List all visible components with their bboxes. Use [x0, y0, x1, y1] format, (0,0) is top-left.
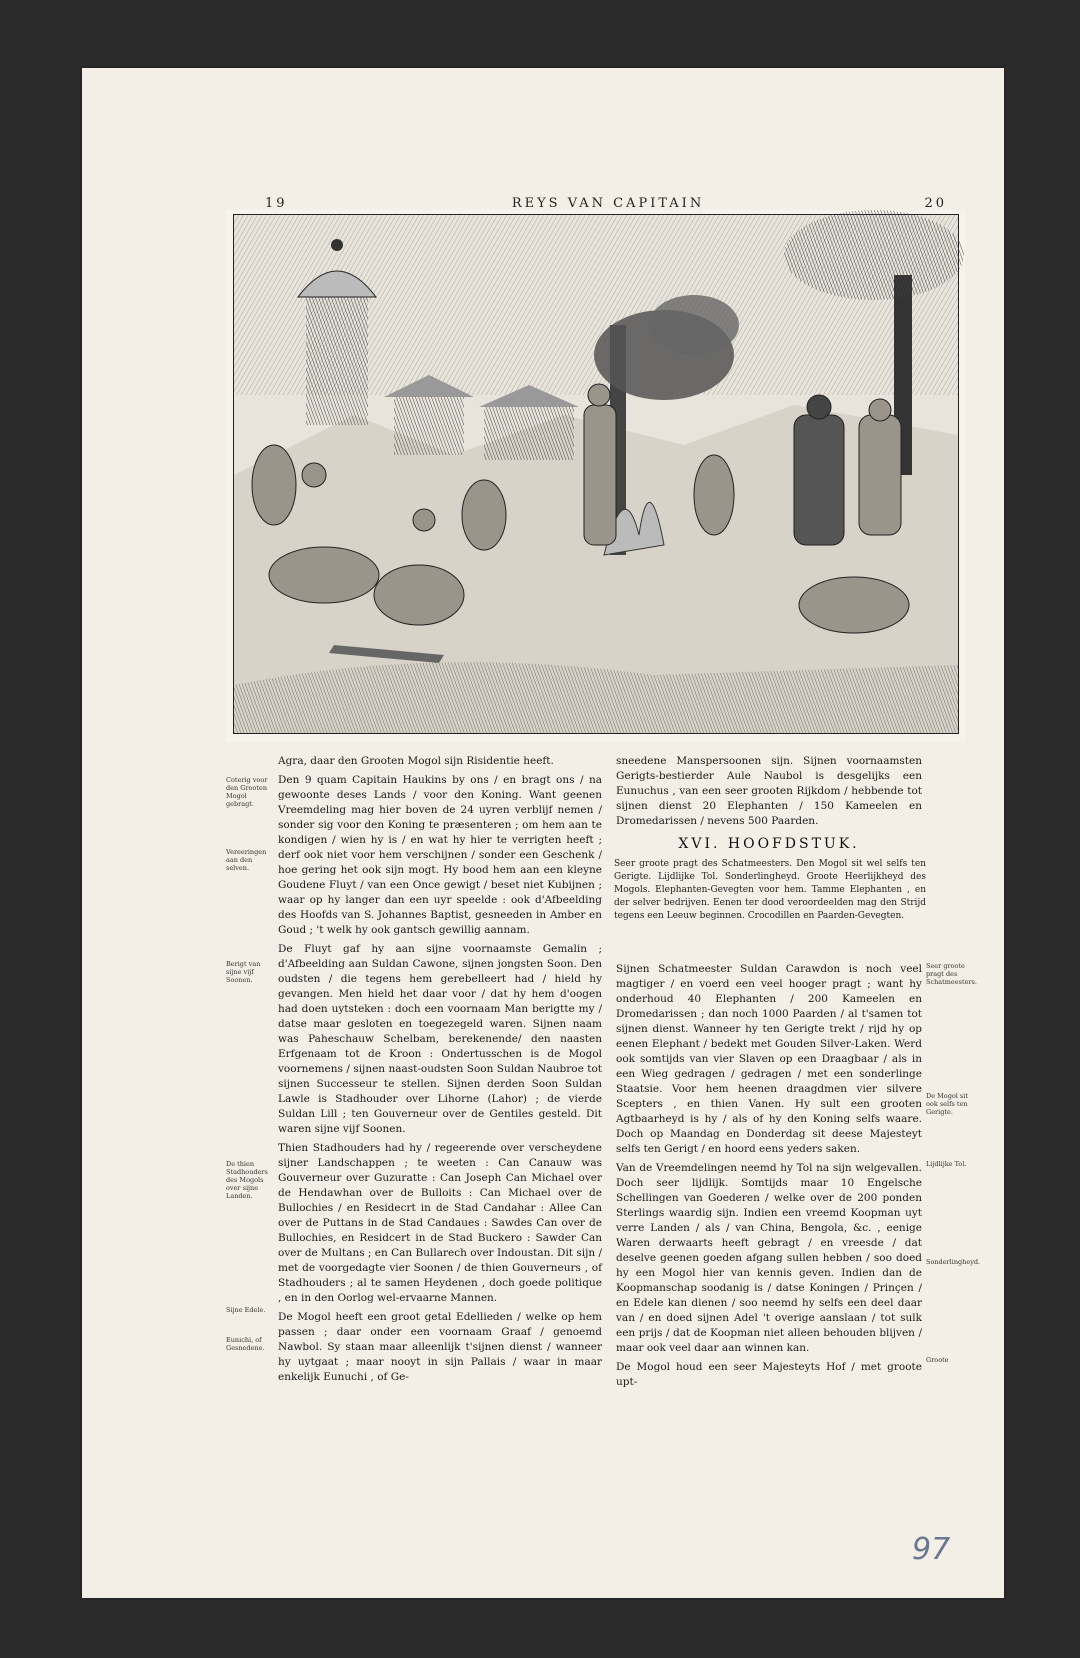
plate-header [225, 196, 965, 212]
margin-note-left-4: De thien Stadhouders des Mogols over sijne Landen. [226, 1160, 268, 1200]
foreground-ground [234, 662, 958, 733]
margin-note-left-5: Sijne Edele. [226, 1306, 266, 1314]
engraving-plate [225, 196, 965, 742]
paragraph: Agra, daar den Grooten Mogol sijn Risidentie heeft. [278, 755, 554, 767]
chapter-heading: XVI. HOOFDSTUK. [678, 836, 860, 852]
plate-title: REYS VAN CAPITAIN [511, 196, 705, 211]
margin-note-left-3: Berigt van sijne vijf Soonen. [226, 960, 261, 984]
margin-note-right-4: Sonderlingheyd. [926, 1258, 981, 1266]
right-text-column [616, 962, 922, 1388]
margin-note-left-2: Vereeringen aan den selven. [226, 848, 267, 872]
paragraph: Van de Vreemdelingen neemd hy Tol na sijn welgevallen. Doch seer lijdlijk. Somtijds maar 10 Engelsche Schellingen van Goederen / welke over de 200 ponden Sterlings waardig sijn. Indien een vreemd Koopman uyt verre Landen / als / van China, Bengola, &c. , eenige Waren derwaarts heeft gebragt / en vreesde / dat deselve geenen goeden afgang sullen hebben / soo doed hy een Mogol hier van kennis geven. Indien dan de Koopmanschap soodanig is / datse Koningen / Prinçen / en Edele kan dienen / soo neemd hy selfs een deel daar van / en doed sijnen Adel 't overige aanslaan / tot sulk een prijs / dat de Koopman niet alleen behouden blijven / maar ook veel daar aan winnen kan. [616, 1162, 922, 1354]
paragraph: De Mogol houd een seer Majesteyts Hof / met groote upt- [616, 1361, 922, 1388]
right-top-text [616, 754, 922, 830]
margin-note-left-6: Eunichi, of Gesnedene. [226, 1336, 265, 1352]
page-number-right: 20 [924, 196, 947, 211]
left-text-column [278, 754, 603, 1383]
chapter-summary: Seer groote pragt des Schatmeesters. Den Mogol sit wel selfs ten Gerigte. Lijdlijke Tol. Sonderlingheyd. Groote Heerlijkheyd des Mogols. Elephanten-Gevegten voor hem. Tamme Elephanten , en der selver bedrijven. Eenen ter dood veroordeelden mag den Strijd tegens een Leeuw beginnen. Crocodillen en Paarden-Gevegten. [614, 859, 926, 921]
paragraph: Den 9 quam Capitain Haukins by ons / en bragt ons / na gewoonte deses Lands / voor den Koning. Want geenen Vreemdeling mag hier boven de 24 uyren verblijf nemen / sonder sig voor den Koning te præsenteren ; om hem aan te kondigen / wien hy is / en wat hy hier te verrigten heeft ; derf ook niet voor hem verschijnen / sonder een Geschenk / hoe gering het ook sijn mogt. Hy bood hem aan een kleyne Goudene Fluyt / van een Once gewigt / beset niet Kubijnen ; waar op hy langer dan een uyr speelde : ook d'Afbeelding des Hoofds van S. Johannes Baptist, gesneeden in Amber en Goud ; 't welk hy ook gantsch gewillig aannam. [278, 774, 602, 936]
pencil-annotation: 97 [912, 1532, 951, 1567]
engraving-illustration [233, 214, 959, 734]
margin-note-right-5: Groote [926, 1356, 949, 1364]
paragraph: De Mogol heeft een groot getal Edellieden / welke op hem passen ; daar onder een voornaam Graaf / genoemd Nawbol. Sy staan maar alleenlijk t'sijnen dienst / wanneer hy uytgaat ; maar nooyt in sijn Pallais / waar in maar enkelijk Eunuchi , of Ge- [278, 1311, 602, 1383]
paragraph: sneedene Manspersoonen sijn. Sijnen voornaamsten Gerigts-bestierder Aule Naubol is desgelijks een Eunuchus , van een seer grooten Rijkdom / hebbende tot sijnen dienst 20 Elephanten / 150 Kameelen en Dromedarissen / nevens 500 Paarden. [616, 755, 922, 827]
paragraph: De Fluyt gaf hy aan sijne voornaamste Gemalin ; d'Afbeelding aan Suldan Cawone, sijnen jongsten Soon. Den oudsten / die tegens hem gerebelleert had / hield hy gevangen. Men hield het daar voor / dat hy hem d'oogen had doen uytsteken : doch een voornaam Man berigtte my / datse maar gesloten en toegezegeld waren. Sijnen naam was Paheschauw Schelbam, berekenende/ den naasten Erfgenaam tot de Kroon : Ondertusschen is de Mogol voornemens / sijnen naast-oudsten Soon Suldan Naubroe tot sijnen Successeur te stellen. Sijnen derden Soon Suldan Lawle is Stadhouder over Lihorne (Lahor) ; de vierde Suldan Lill ; ten Gouverneur over de Gentiles gesteld. Dit waren sijne vijf Soonen. [278, 943, 602, 1135]
margin-note-right-3: Lijdlijke Tol. [926, 1160, 967, 1168]
margin-note-right-2: De Mogol sit ook selfs ten Gerigte. [926, 1092, 968, 1116]
page-number-left: 19 [265, 196, 288, 211]
margin-note-right-1: Seer groote pragt des Schatmeesters. [926, 962, 977, 986]
paragraph: Thien Stadhouders had hy / regeerende over verscheydene sijner Landschappen ; te weeten : Can Canauw was Gouverneur over Guzuratte : Can Joseph Can Michael over de Hendawhan over de Bulloits : Can Michael over de Bullochies / en Residecrt in de Stad Candahar : Allee Can over de Puttans in de Stad Candaues : Sawdes Can over de Bullochies, en Residcert in de Stad Buckero : Sawder Can over de Multans ; en Can Bullarech over Indoustan. Dit sijn / met de voorgedagte vier Soonen / de thien Gouverneurs , of Stadhouders ; al te samen Heydenen , doch goede politique , en in den Oorlog wel-ervaarne Mannen. [278, 1142, 603, 1304]
paragraph: Sijnen Schatmeester Suldan Carawdon is noch veel magtiger / en voerd een veel hooger pragt ; want hy onderhoud 40 Elephanten / 200 Kameelen en Dromedarissen ; dan noch 1000 Paarden / al t'samen tot sijnen dienst. Wanneer hy ten Gerigte trekt / rijd hy op eenen Elephant / bedekt met Gouden Silver-Laken. Werd ook somtijds van vier Slaven op een Draagbaar / als in een Wieg gedragen / gedragen / met een sonderlinge Staatsie. Voor hem heenen draagdmen vier silvere Scepters , en thien Vanen. Hy sult een grooten Agtbaarheyd is hy / als of hy den Koning selfs waare. Doch op Maandag en Donderdag sit deese Majesteyt selfs ten Gerigt / en hoord eens yeders saken. [616, 963, 922, 1155]
margin-note-left-1: Coterig voor den Grooten Mogol gebragt. [226, 776, 268, 808]
